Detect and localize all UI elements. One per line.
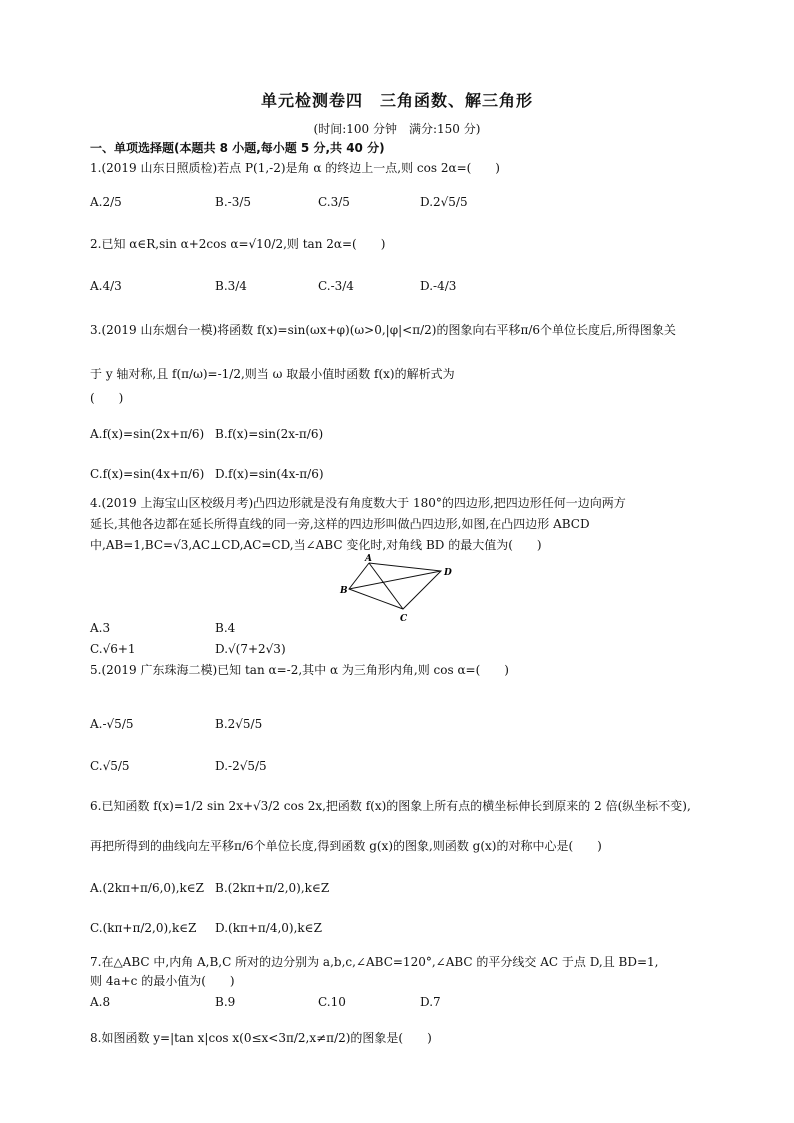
section-heading: 一、单项选择题(本题共 8 小题,每小题 5 分,共 40 分) bbox=[90, 141, 385, 155]
question-1: 1.(2019 山东日照质检)若点 P(1,-2)是角 α 的终边上一点,则 cos 2α=( ) bbox=[90, 161, 500, 175]
vertex-label-b: B bbox=[340, 586, 348, 596]
q4-option-d: D.√(7+2√3) bbox=[215, 642, 286, 656]
vertex-label-a: A bbox=[365, 554, 372, 564]
q3-option-b: B.f(x)=sin(2x-π/6) bbox=[215, 427, 324, 441]
q5-option-b: B.2√5/5 bbox=[215, 717, 263, 731]
question-4-line-2: 延长,其他各边都在延长所得直线的同一旁,这样的四边形叫做凸四边形,如图,在凸四边形 ABCD bbox=[90, 517, 590, 531]
question-4-line-3: 中,AB=1,BC=√3,AC⊥CD,AC=CD,当∠ABC 变化时,对角线 BD 的最大值为( ) bbox=[90, 538, 542, 552]
q6-option-b: B.(2kπ+π/2,0),k∈Z bbox=[215, 881, 330, 895]
quadrilateral-figure bbox=[335, 553, 455, 623]
q7-option-c: C.10 bbox=[318, 995, 346, 1009]
q1-option-c: C.3/5 bbox=[318, 195, 350, 209]
q3-option-a: A.f(x)=sin(2x+π/6) bbox=[90, 427, 205, 441]
q2-option-b: B.3/4 bbox=[215, 279, 247, 293]
q6-option-a: A.(2kπ+π/6,0),k∈Z bbox=[90, 881, 205, 895]
q5-option-d: D.-2√5/5 bbox=[215, 759, 267, 773]
question-7-line-2: 则 4a+c 的最小值为( ) bbox=[90, 974, 235, 988]
q2-option-d: D.-4/3 bbox=[420, 279, 457, 293]
vertex-label-c: C bbox=[400, 614, 408, 623]
q4-option-c: C.√6+1 bbox=[90, 642, 136, 656]
question-2: 2.已知 α∈R,sin α+2cos α=√10/2,则 tan 2α=( ) bbox=[90, 237, 386, 251]
exam-info: (时间:100 分钟 满分:150 分) bbox=[313, 122, 481, 136]
question-6-line-2: 再把所得到的曲线向左平移π/6个单位长度,得到函数 g(x)的图象,则函数 g(x)的对称中心是( ) bbox=[90, 839, 602, 853]
question-5: 5.(2019 广东珠海二模)已知 tan α=-2,其中 α 为三角形内角,则 cos α=( ) bbox=[90, 663, 509, 677]
q7-option-a: A.8 bbox=[90, 995, 111, 1009]
q6-option-d: D.(kπ+π/4,0),k∈Z bbox=[215, 921, 322, 935]
q7-option-b: B.9 bbox=[215, 995, 236, 1009]
q4-option-a: A.3 bbox=[90, 621, 111, 635]
q7-option-d: D.7 bbox=[420, 995, 441, 1009]
q1-option-d: D.2√5/5 bbox=[420, 195, 468, 209]
page-title: 单元检测卷四 三角函数、解三角形 bbox=[260, 91, 533, 110]
question-6-line-1: 6.已知函数 f(x)=1/2 sin 2x+√3/2 cos 2x,把函数 f(x)的图象上所有点的横坐标伸长到原来的 2 倍(纵坐标不变), bbox=[90, 799, 691, 813]
question-3-line-2: 于 y 轴对称,且 f(π/ω)=-1/2,则当 ω 取最小值时函数 f(x)的解析式为 bbox=[90, 367, 455, 381]
q2-option-a: A.4/3 bbox=[90, 279, 122, 293]
q3-option-c: C.f(x)=sin(4x+π/6) bbox=[90, 467, 205, 481]
q5-option-a: A.-√5/5 bbox=[90, 717, 134, 731]
question-7-line-1: 7.在△ABC 中,内角 A,B,C 所对的边分别为 a,b,c,∠ABC=120°,∠ABC 的平分线交 AC 于点 D,且 BD=1, bbox=[90, 955, 659, 969]
q5-option-c: C.√5/5 bbox=[90, 759, 130, 773]
q4-option-b: B.4 bbox=[215, 621, 236, 635]
q2-option-c: C.-3/4 bbox=[318, 279, 354, 293]
q1-option-b: B.-3/5 bbox=[215, 195, 251, 209]
q3-option-d: D.f(x)=sin(4x-π/6) bbox=[215, 467, 324, 481]
question-4-line-1: 4.(2019 上海宝山区校级月考)凸四边形就是没有角度数大于 180°的四边形,把四边形任何一边向两方 bbox=[90, 496, 626, 510]
q1-option-a: A.2/5 bbox=[90, 195, 122, 209]
q6-option-c: C.(kπ+π/2,0),k∈Z bbox=[90, 921, 197, 935]
question-3-line-3: ( ) bbox=[90, 391, 124, 405]
vertex-label-d: D bbox=[444, 568, 452, 578]
question-8: 8.如图函数 y=|tan x|cos x(0≤x<3π/2,x≠π/2)的图象是( ) bbox=[90, 1031, 432, 1045]
question-3-line-1: 3.(2019 山东烟台一模)将函数 f(x)=sin(ωx+φ)(ω>0,|φ|<π/2)的图象向右平移π/6个单位长度后,所得图象关 bbox=[90, 323, 676, 337]
